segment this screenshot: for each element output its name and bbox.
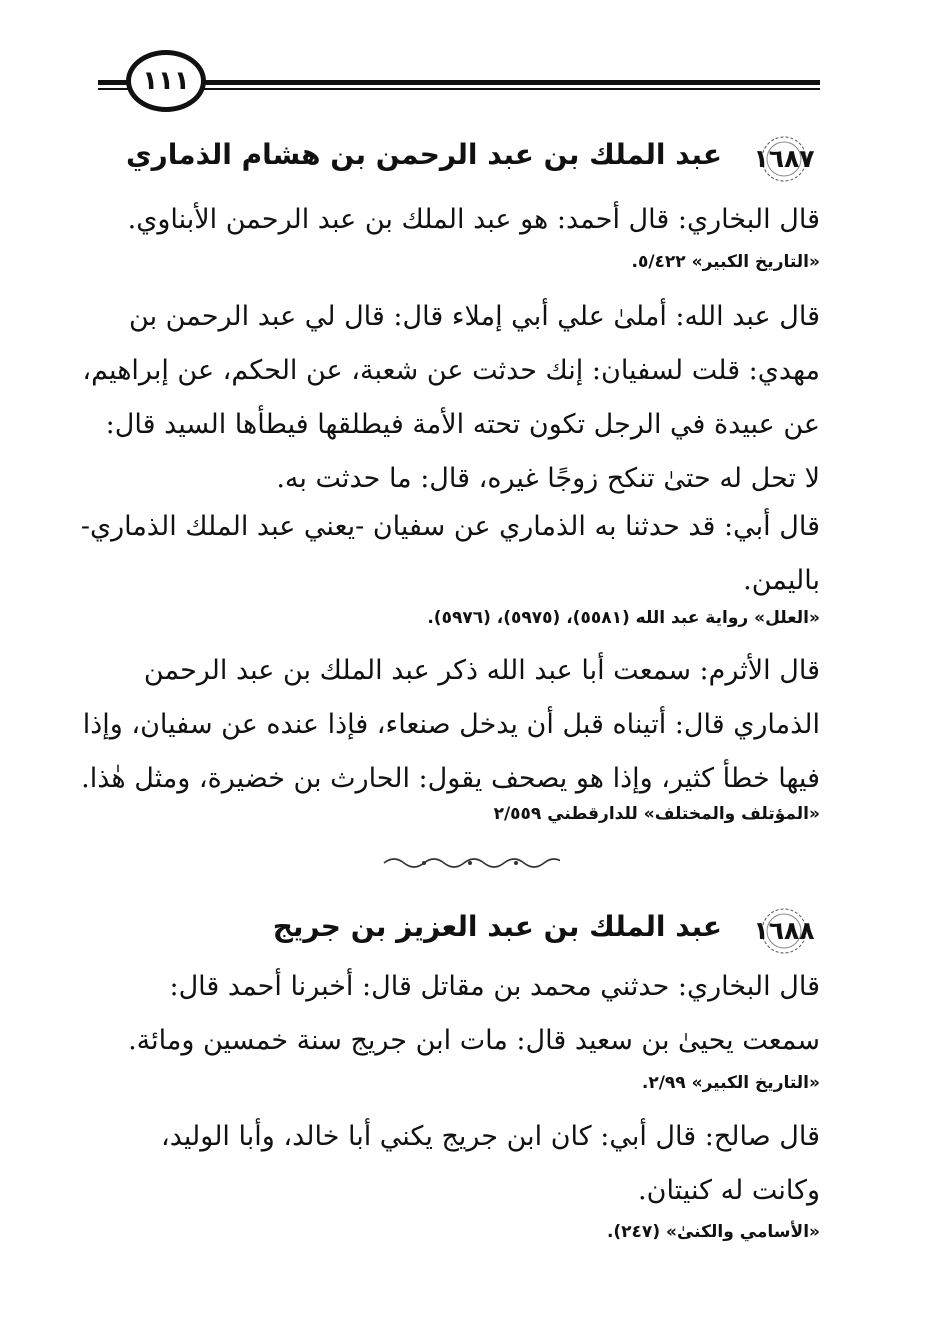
citation: «العلل» رواية عبد الله (٥٥٨١)، (٥٩٧٥)، (٥٩٧٦). [427, 608, 820, 628]
text-line: باليمن. [743, 565, 820, 596]
entry-number: ١٦٨٨ [753, 916, 815, 945]
citation: «التاريخ الكبير» ٥/٤٢٢. [631, 252, 820, 272]
text-line: قال عبد الله: أملىٰ علي أبي إملاء قال: قال لي عبد الرحمن بن [129, 301, 820, 332]
paragraph [82, 290, 820, 506]
citation: «الأسامي والكنىٰ» (٢٤٧). [606, 1222, 820, 1242]
text-line: مهدي: قلت لسفيان: إنك حدثت عن شعبة، عن الحكم، عن إبراهيم، [82, 355, 820, 386]
header-thick-line [98, 80, 820, 85]
entry-number-badge [748, 906, 820, 956]
paragraph [98, 1110, 820, 1218]
paragraph [98, 193, 820, 247]
entry-title: عبد الملك بن عبد العزيز بن جريج [272, 910, 722, 943]
header-rule [98, 68, 820, 98]
entry-title: عبد الملك بن عبد الرحمن بن هشام الذماري [125, 138, 722, 171]
citation: «التاريخ الكبير» ٢/٩٩. [641, 1073, 820, 1093]
paragraph [98, 960, 820, 1068]
entry-heading [100, 134, 820, 184]
entry-heading [100, 906, 820, 956]
text-line: قال البخاري: قال أحمد: هو عبد الملك بن عبد الرحمن الأبناوي. [127, 204, 820, 235]
text-line: قال أبي: قد حدثنا به الذماري عن سفيان -يعني عبد الملك الذماري- [80, 511, 820, 542]
text-line: فيها خطأ كثير، وإذا هو يصحف يقول: الحارث بن خضيرة، ومثل هٰذا. [81, 763, 820, 794]
text-line: قال البخاري: حدثني محمد بن مقاتل قال: أخبرنا أحمد قال: [169, 971, 820, 1002]
citation: «المؤتلف والمختلف» للدارقطني ٢/٥٥٩ [493, 804, 820, 824]
text-line: عن عبيدة في الرجل تكون تحته الأمة فيطلقها فيطأها السيد قال: [105, 409, 820, 440]
text-line: وكانت له كنيتان. [638, 1175, 820, 1206]
page-number: ١١١ [126, 50, 206, 112]
paragraph [80, 500, 820, 608]
entry-number: ١٦٨٧ [753, 144, 815, 173]
text-line: قال صالح: قال أبي: كان ابن جريج يكني أبا خالد، وأبا الوليد، [160, 1121, 820, 1152]
text-line: قال الأثرم: سمعت أبا عبد الله ذكر عبد الملك بن عبد الرحمن [143, 655, 820, 686]
paragraph [81, 644, 820, 806]
divider-ornament-icon [380, 856, 560, 870]
header-thin-line [98, 88, 820, 90]
text-line: لا تحل له حتىٰ تنكح زوجًا غيره، قال: ما حدثت به. [276, 463, 820, 494]
text-line: سمعت يحيىٰ بن سعيد قال: مات ابن جريج سنة خمسين ومائة. [128, 1025, 820, 1056]
entry-number-badge [748, 134, 820, 184]
text-line: الذماري قال: أتيناه قبل أن يدخل صنعاء، فإذا عنده عن سفيان، وإذا [82, 709, 820, 740]
